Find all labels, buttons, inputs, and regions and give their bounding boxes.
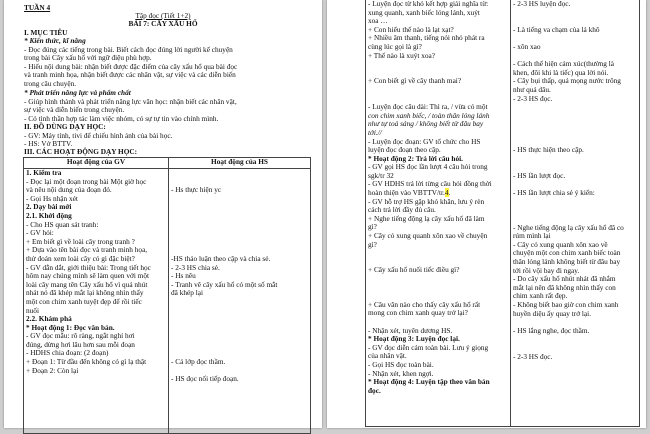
hs-line: - Do cây xấu hổ nhút nhát đã nhắm: [513, 274, 616, 284]
objective-line: - Đọc đúng các tiếng trong bài. Biết cách đọc đúng lời người kể chuyện: [24, 44, 233, 54]
hs-line: - Hs nêu: [171, 271, 196, 281]
gv-line: tới.//: [368, 127, 382, 137]
hs-line: - HS thực hiện theo cặp.: [513, 145, 584, 155]
sub-knowledge: * Kiến thức, kĩ năng: [24, 36, 86, 45]
gv-line: - GV HDHS trả lời từng câu hỏi đồng thời: [368, 179, 492, 189]
gv-line: của nhân vật.: [368, 351, 407, 361]
section-objectives: I. MỤC TIÊU: [24, 28, 68, 37]
gv-line: - Gọi HS đọc toàn bài.: [368, 359, 434, 369]
gv-line: + Dựa vào tên bài đọc và tranh minh họa,: [26, 245, 148, 255]
gv-line: - GV đọc mẫu: rõ ràng, ngắt nghỉ hơi: [26, 331, 135, 341]
gv-line: sgk/tr 32: [368, 170, 394, 180]
hs-line: tới rồi vội bay đi ngay.: [513, 265, 580, 275]
gv-line: * Hoạt động 3: Luyện đọc lại.: [368, 334, 460, 344]
gv-line: - Luyện đọc đoạn: GV tổ chức cho HS: [368, 136, 481, 146]
section-equipment: II. ĐỒ DÙNG DẠY HỌC:: [24, 122, 106, 131]
gv-line: [368, 60, 508, 69]
hs-line: - 2-3 HS chia sẻ.: [171, 262, 220, 272]
section-activities: III. CÁC HOẠT ĐỘNG DẠY HỌC:: [24, 147, 138, 156]
gv-line: - GV gọi HS đọc lần lượt 4 câu hỏi trong: [368, 162, 488, 172]
hs-line: thân lóng lánh không biết từ đâu bay: [513, 257, 621, 266]
gv-line: - Gọi Hs nhận xét: [26, 193, 78, 203]
document-page-left: [4, 0, 322, 428]
hs-line: - Cả lớp đọc thầm.: [171, 357, 226, 367]
hs-line: chuyện một con chim xanh biếc toàn: [513, 248, 621, 258]
objective-line: - Hiểu nội dung bài: nhận biết được đặc điểm của cây xấu hổ qua bài đọc: [24, 61, 238, 71]
gv-line: + Con biết gì về cây thanh mai?: [368, 76, 462, 86]
gv-line: + Cây cỏ xung quanh xôn xao về chuyện: [368, 231, 488, 241]
gv-line: + Đoạn 1: Từ đầu đến không có gì lạ thật: [26, 357, 147, 367]
equipment-line: - HS: Vở BTTV.: [24, 139, 73, 149]
development-line: sự việc và diễn biến trong chuyện.: [24, 105, 125, 115]
gv-line: con chim xanh biếc, / toàn thân lóng lánh: [368, 110, 490, 120]
hs-line: - HS lần lượt đọc.: [513, 171, 566, 180]
gv-line: + Thế nào là xuýt xoa?: [368, 50, 435, 60]
hs-line: - 2-3 HS đọc.: [513, 351, 553, 361]
lesson-title: BÀI 7: CÂY XẤU HỔ: [128, 19, 198, 28]
gv-line: + Nghe tiếng động lạ cây xấu hổ đã làm: [368, 213, 485, 223]
hs-line: rúm mình lại: [513, 231, 551, 241]
gv-line: - GV hỏi:: [26, 228, 54, 238]
gv-line: [368, 86, 508, 95]
activities-table-right: [365, 0, 640, 427]
hs-line: -HS thảo luận theo cặp và chia sẻ.: [171, 254, 271, 263]
gv-line: - GV dẫn dắt, giới thiệu bài: Trong tiết học: [26, 262, 151, 272]
gv-line: loài cây mang tên Cây xấu hổ vì quá nhút: [26, 279, 148, 289]
gv-line: như tự toả sáng / không biết từ đâu bay: [368, 119, 484, 129]
gv-line: + Con hiểu thế nào là lạt xạt?: [368, 24, 454, 34]
gv-column-left: [24, 169, 169, 434]
hs-line: - Nghe tiếng động lạ cây xấu hổ đã co: [513, 222, 624, 232]
gv-line: + Câu văn nào cho thấy cây xấu hổ rất: [368, 299, 481, 309]
sub-development: * Phát triển năng lực và phẩm chất: [24, 88, 131, 97]
gv-line: cùng lúc gọi là gì?: [368, 41, 422, 51]
gv-line: nhát nó đã khép mắt lại không nhìn thấy: [26, 288, 144, 298]
gv-line: - Luyện đọc từ khó kết hợp giải nghĩa từ:: [368, 0, 489, 8]
hs-line: khen, đôi khi là tiếc) qua lời nói.: [513, 67, 609, 77]
hs-line: - Hs thực hiện yc: [171, 185, 222, 195]
hs-line: - Cách thể hiện cảm xúc(thường là: [513, 59, 615, 69]
hs-line: như quả dâu.: [513, 85, 551, 94]
gv-line: 2.2. Khám phá: [26, 314, 72, 324]
gv-line: - Cho HS quan sát tranh:: [26, 219, 99, 229]
hs-column-right: [511, 0, 640, 427]
objective-line: trong câu chuyện.: [24, 78, 77, 88]
gv-line: hôm nay chúng mình sẽ làm quen với một: [26, 271, 150, 281]
gv-line: gì?: [368, 222, 377, 232]
gv-line: + Cây xấu hổ nuối tiếc điều gì?: [368, 265, 460, 275]
gv-line: - GV hỗ trợ HS gặp khó khăn, lưu ý rèn: [368, 196, 485, 206]
gv-line: 2. Dạy bài mới: [26, 202, 72, 212]
gv-line: + Em biết gì về loài cây trong tranh ?: [26, 236, 135, 246]
objective-line: trong bài Cây xấu hổ với ngữ điệu phù hợp.: [24, 53, 152, 63]
hs-line: - HS lắng nghe, đọc thầm.: [513, 325, 590, 335]
hs-line: - Cây cỏ xung quanh xôn xao về: [513, 239, 608, 249]
gv-line: - GV đọc diễn cảm toàn bài. Lưu ý giọng: [368, 342, 489, 352]
gv-line: [368, 275, 508, 284]
gv-line: - Nhận xét, tuyên dương HS.: [368, 325, 453, 335]
gv-line: xung quanh, xanh biếc lóng lánh, xuýt: [368, 7, 480, 17]
gv-line: * Hoạt động 2: Trả lời câu hỏi.: [368, 153, 463, 163]
gv-line: hoàn thiện vào VBTTV/tr.4.: [368, 188, 451, 198]
highlighted-page-number: 4: [444, 188, 449, 198]
lesson-subtitle: Tập đọc (Tiết 1+2): [135, 11, 191, 20]
hs-line: - Không biết bao giờ con chim xanh: [513, 300, 619, 309]
header-hs: Hoạt động của HS: [169, 158, 311, 169]
hs-line: đã khép lại: [171, 288, 204, 298]
gv-line: mong con chim xanh quay trở lại?: [368, 308, 468, 318]
gv-line: đọc.: [368, 385, 381, 395]
gv-line: - Đọc lại một đoạn trong bài Một giờ học: [26, 176, 147, 186]
hs-line: - Là tiếng va chạm của lá khô: [513, 24, 600, 34]
hs-line: - Cây bụi thấp, quả mọng nước trông: [513, 76, 621, 86]
hs-line: mắt lại nên đã không nhìn thấy con: [513, 282, 616, 292]
gv-line: thử đoán xem loài cây có gì đặc biệt?: [26, 253, 135, 263]
gv-line: một con chim xanh tuyệt đẹp để rồi tiếc: [26, 296, 142, 306]
document-page-right: [327, 0, 646, 428]
gv-line: xoa …: [368, 16, 388, 26]
gv-column-right: [366, 0, 511, 427]
hs-line: - HS đọc nối tiếp đoạn.: [171, 374, 239, 384]
hs-line: chim xanh rất đẹp.: [513, 291, 568, 301]
hs-line: - 2-3 HS luyện đọc.: [513, 0, 571, 8]
gv-line: * Hoạt động 1: Đọc văn bản.: [26, 322, 115, 332]
gv-line: đúng, dừng hơi lâu hơn sau mỗi đoạn: [26, 339, 135, 349]
gv-line: - Luyện đọc câu dài: Thì ra, / vừa có một: [368, 102, 488, 112]
gv-line: [368, 249, 508, 258]
gv-line: cách trả lời đầy đủ câu.: [368, 205, 436, 215]
gv-line: luyện đọc đoạn theo cặp.: [368, 145, 441, 155]
gv-line: + Nhiều âm thanh, tiếng nói nhỏ phát ra: [368, 33, 485, 43]
hs-line: huyền diệu ấy quay trở lại.: [513, 308, 592, 318]
gv-line: * Hoạt động 4: Luyện tập theo văn bản: [368, 377, 490, 387]
gv-line: + Đoạn 2: Còn lại: [26, 365, 79, 375]
equipment-line: - GV: Máy tính, tivi để chiếu hình ảnh của bài học.: [24, 130, 173, 140]
gv-line: - HDHS chia đoạn: (2 đoạn): [26, 348, 109, 358]
gv-line: [368, 284, 508, 293]
hs-line: - Tranh vẽ cây xấu hổ có một số mắt: [171, 279, 278, 289]
gv-line: - Nhận xét, khen ngợi.: [368, 368, 434, 378]
development-line: - Có tình thần hợp tác làm việc nhóm, có sự tự tin vào chính mình.: [24, 113, 219, 123]
gv-line: 2.1. Khởi động: [26, 210, 72, 220]
gv-line: gì?: [368, 239, 377, 249]
gv-line: và nêu nội dung của đoạn đó.: [26, 185, 112, 195]
development-line: - Giúp hình thành và phát triển năng lực văn học: nhận biết các nhân vật,: [24, 96, 237, 106]
hs-line: - HS lần lượt chia sẻ ý kiến:: [513, 188, 595, 198]
objective-line: và tranh minh họa, nhận biết được các nhân vật, sự việc và các diễn biến: [24, 70, 236, 80]
week-label: TUẦN 4: [24, 3, 51, 12]
gv-line: 1. Kiểm tra: [26, 168, 62, 177]
header-gv: Hoạt động của GV: [24, 158, 169, 169]
gv-line: nuối: [26, 305, 39, 315]
activities-table-left: [23, 157, 311, 434]
hs-line: - 2-3 HS đọc.: [513, 93, 553, 103]
hs-line: - xôn xao: [513, 42, 541, 51]
hs-column-left: [169, 169, 311, 434]
